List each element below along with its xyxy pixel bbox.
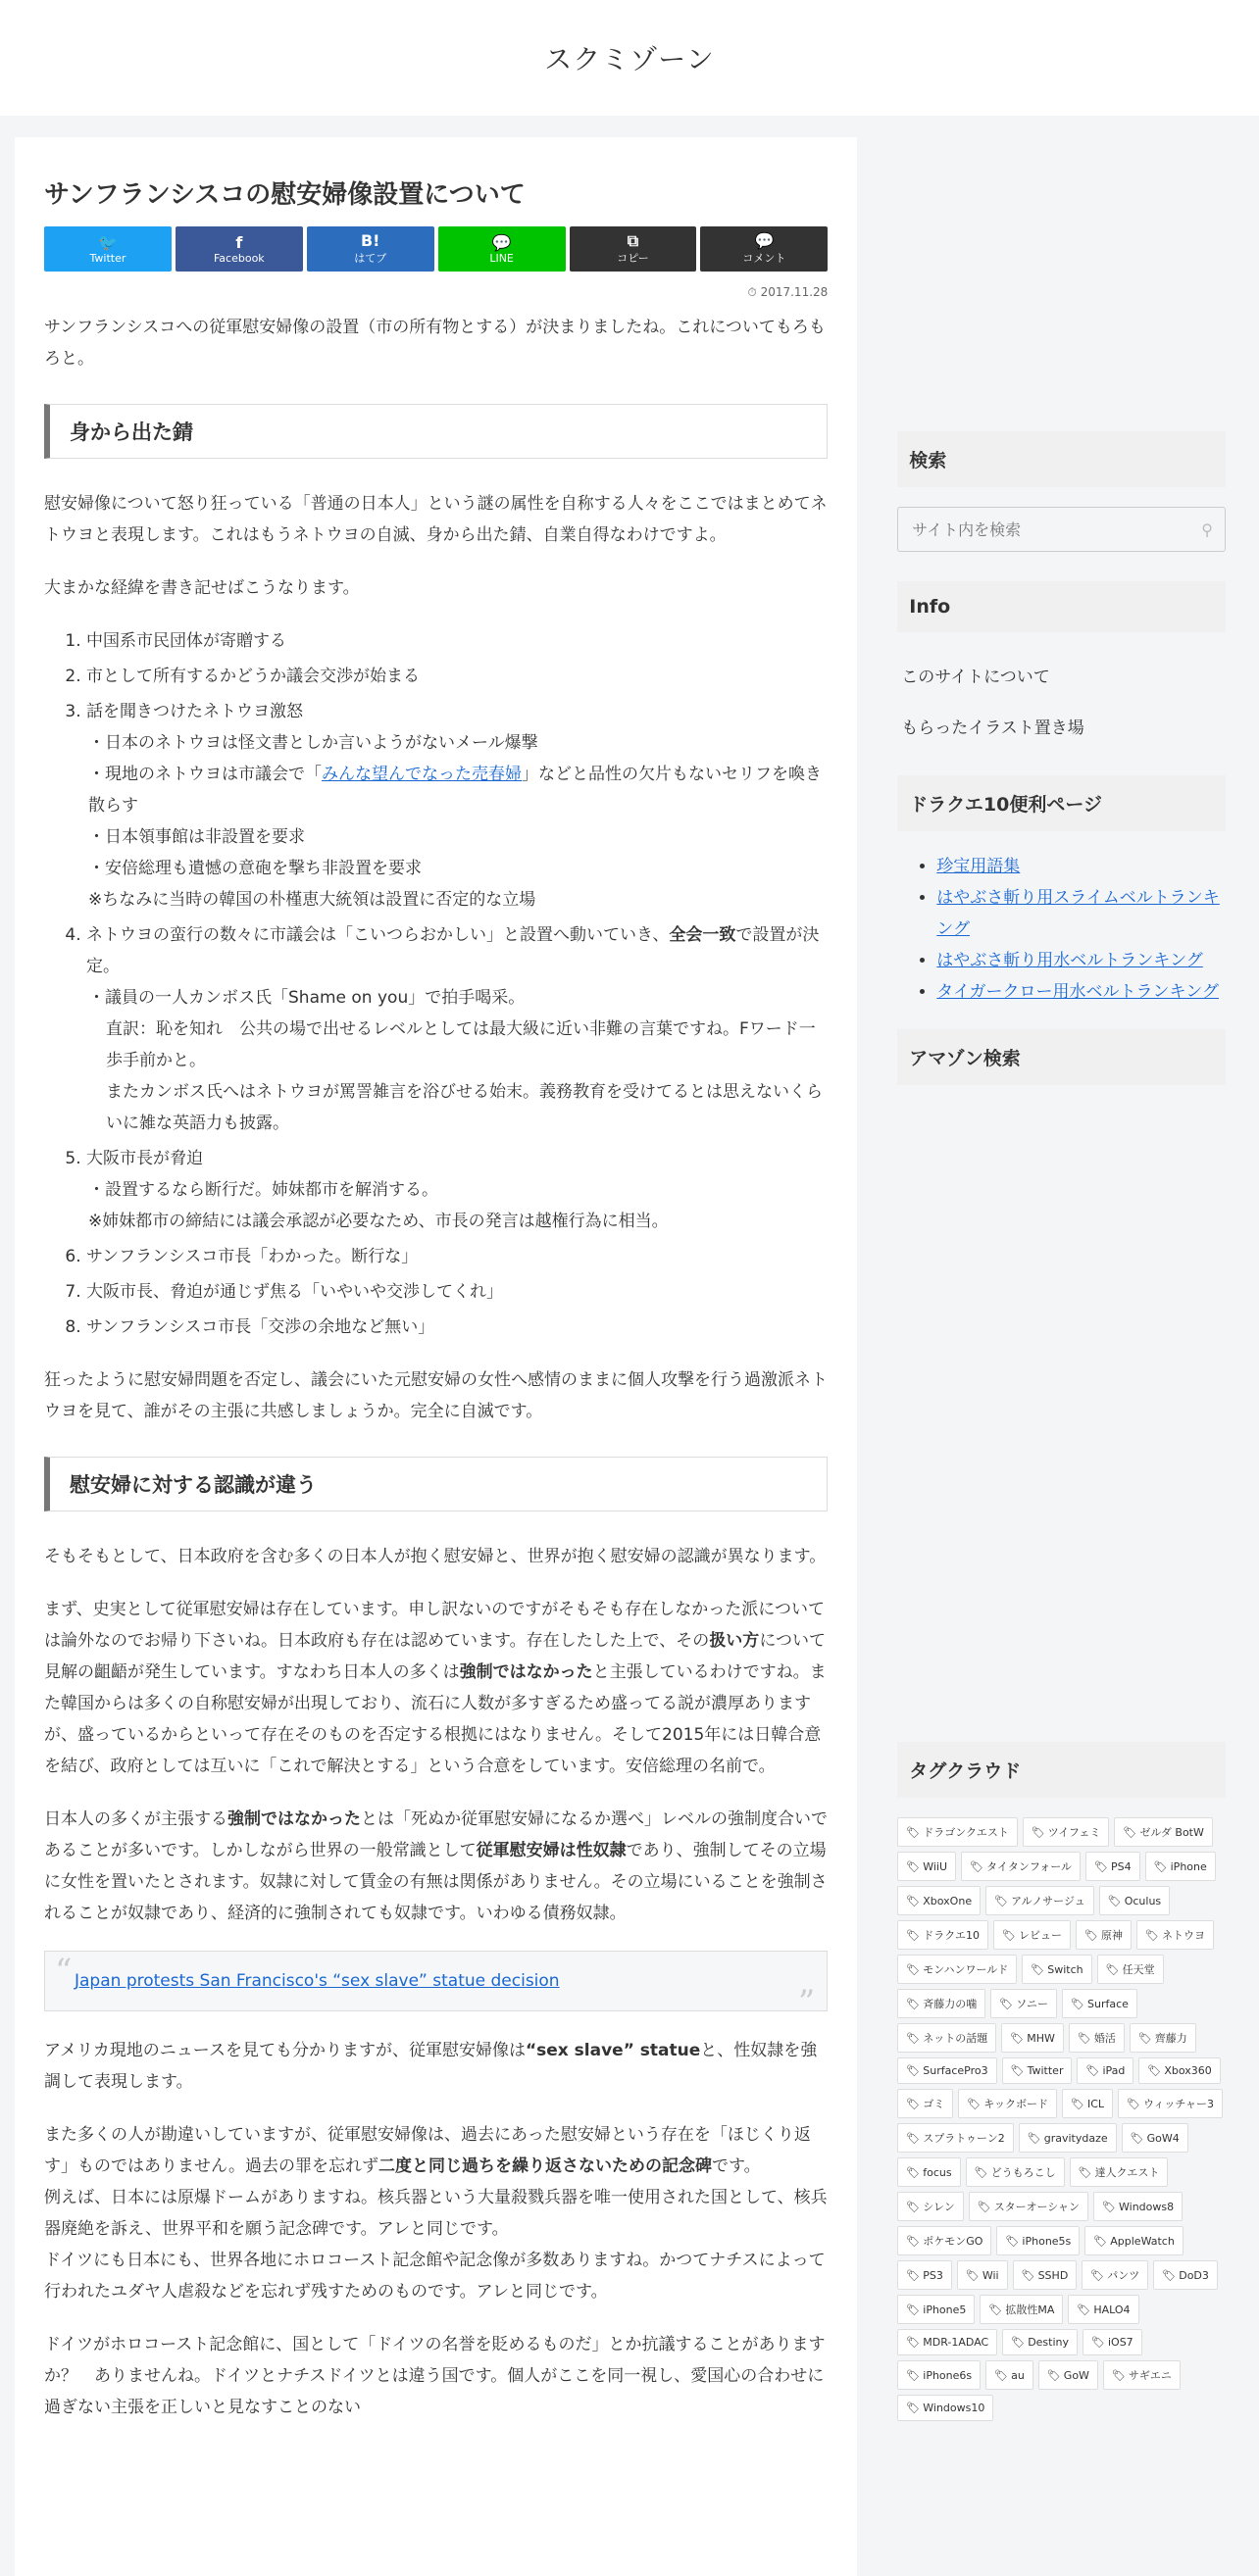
tag-link[interactable]	[897, 1920, 988, 1950]
tag-link[interactable]	[897, 2157, 960, 2187]
tag-label: MDR-1ADAC	[923, 2336, 989, 2349]
list-item: 1. 中国系市民団体が寄贈する	[86, 625, 828, 657]
tag-icon: 🏷	[1147, 2064, 1162, 2077]
tag-label: スターオーシャン	[993, 2201, 1081, 2213]
line-share-button[interactable]	[438, 226, 566, 272]
tag-icon: 🏷	[1021, 2268, 1035, 2282]
tag-icon: 🏷	[1107, 1894, 1122, 1907]
tag-icon: 🏷	[1127, 2097, 1141, 2110]
tag-label: PS4	[1111, 1859, 1132, 1873]
tag-link[interactable]	[1114, 1817, 1213, 1847]
tag-label: Oculus	[1124, 1894, 1162, 1907]
tag-link[interactable]	[957, 2260, 1008, 2290]
tag-label: HALO4	[1093, 2303, 1131, 2316]
tag-icon: 🏷	[1071, 2097, 1084, 2110]
tag-label: Switch	[1047, 1962, 1083, 1976]
tag-label: AppleWatch	[1110, 2234, 1175, 2248]
amazon-widget-space	[897, 1105, 1226, 1742]
twitter-share-button[interactable]	[44, 226, 172, 272]
tag-label: gravitydaze	[1043, 2131, 1108, 2145]
tag-icon: 🏷	[1005, 2234, 1020, 2248]
tag-link[interactable]	[996, 2226, 1080, 2255]
tag-label: ポケモンGO	[923, 2235, 983, 2248]
tag-icon: 🏷	[906, 2303, 921, 2316]
tag-icon: 🏷	[906, 1894, 921, 1907]
tag-label: PS3	[923, 2268, 943, 2282]
tag-label: Windows10	[923, 2402, 985, 2414]
list-item: 8. サンフランシスコ市長「交渉の余地など無い」	[86, 1312, 828, 1343]
tag-label: Windows8	[1119, 2200, 1175, 2213]
tag-link[interactable]	[897, 1886, 981, 1915]
comment-icon: 💬	[754, 231, 775, 250]
tag-label: ICL	[1086, 2097, 1105, 2110]
tag-icon: 🏷	[977, 2200, 991, 2213]
tag-icon: 🏷	[1091, 2336, 1105, 2349]
tag-label: ソニー	[1016, 1998, 1049, 2010]
tag-icon: 🏷	[994, 2368, 1009, 2382]
paragraph: アメリカ現地のニュースを見ても分かりますが、従軍慰安婦像は“sex slave” statueと、性奴隷を強調して表現します。	[44, 2041, 818, 2092]
tag-label: WiiU	[923, 1859, 948, 1873]
tag-label: キックボード	[983, 2098, 1049, 2110]
tag-link[interactable]	[1076, 1920, 1132, 1950]
tag-link[interactable]	[980, 2295, 1063, 2324]
paragraph: 慰安婦像について怒り狂っている「普通の日本人」という謎の属性を自称する人々をここではまとめてネトウヨと表現します。これはもうネトウヨの自滅、身から出た錆、自業自得なわけですよ。	[44, 494, 828, 545]
tag-icon: 🏷	[1010, 2031, 1025, 2045]
tag-label: MHW	[1027, 2031, 1055, 2045]
info-link-illust[interactable]: もらったイラスト置き場	[901, 718, 1084, 738]
tag-link[interactable]	[1062, 1989, 1137, 2018]
tag-label: SSHD	[1037, 2268, 1069, 2282]
tag-link[interactable]	[897, 2057, 996, 2084]
tag-link[interactable]	[1068, 2295, 1138, 2324]
tag-link[interactable]	[1022, 1955, 1091, 1984]
facebook-share-button[interactable]	[176, 226, 303, 272]
share-label: Facebook	[213, 251, 265, 265]
tag-label: サギエニ	[1128, 2369, 1172, 2382]
hatebu-icon: B!	[360, 231, 380, 250]
tag-icon: 🏷	[906, 1997, 921, 2010]
site-title[interactable]: スクミゾーン	[544, 43, 715, 75]
tag-icon: 🏷	[1093, 2234, 1108, 2248]
paragraph: そもそもとして、日本政府を含む多くの日本人が抱く慰安婦と、世界が抱く慰安婦の認識が異なります。	[44, 1547, 827, 1566]
tag-cloud	[897, 1817, 1226, 2421]
paragraph: ドイツがホロコースト記念館に、国として「ドイツの名誉を貶めるものだ」とか抗議することがありますか？ ありませんね。ドイツとナチスドイツとは違う国です。個人がここを同一視し、愛国心の合わせに過ぎない主張を正しいと見なすことのない	[44, 2335, 826, 2417]
tag-label: Twitter	[1027, 2064, 1064, 2077]
article	[15, 137, 857, 2576]
tag-link[interactable]	[1099, 1886, 1170, 1915]
tag-label: 斉藤力の噛	[923, 1998, 978, 2010]
tag-link[interactable]	[1138, 2057, 1220, 2084]
tag-link[interactable]	[897, 1989, 985, 2018]
tag-label: 任天堂	[1122, 1963, 1155, 1976]
tag-label: iPhone5	[923, 2303, 967, 2316]
tag-label: アルノサージュ	[1011, 1895, 1085, 1907]
tag-label: ドラクエ10	[923, 1929, 981, 1942]
copy-share-button[interactable]	[570, 226, 697, 272]
tag-icon: 🏷	[906, 2402, 921, 2414]
tag-icon: 🏷	[1105, 1962, 1120, 1976]
tag-label: SurfacePro3	[923, 2064, 988, 2077]
tag-label: ウィッチャー3	[1143, 2098, 1215, 2110]
tag-icon: 🏷	[906, 2131, 921, 2145]
search-widget-title: 検索	[897, 431, 1226, 487]
tag-icon: 🏷	[1071, 1997, 1084, 2010]
tag-icon: 🏷	[1031, 1962, 1045, 1976]
tag-icon: 🏷	[1002, 1928, 1017, 1942]
twitter-icon: 🐦	[97, 232, 118, 252]
search-box[interactable]	[897, 507, 1226, 552]
tag-link[interactable]	[1145, 1852, 1216, 1881]
tag-link[interactable]	[897, 1852, 956, 1881]
search-icon[interactable]: ⚲	[1201, 520, 1213, 539]
tag-label: パンツ	[1107, 2269, 1140, 2282]
tag-link[interactable]	[1023, 1817, 1110, 1847]
tag-icon: 🏷	[1090, 2268, 1105, 2282]
share-label: LINE	[489, 251, 514, 265]
list-item: 3. 話を聞きつけたネトウヨ激怒 ・日本のネトウヨは怪文書としか言いようがないメール爆撃 ・現地のネトウヨは市議会で「みんな望んでなった売春婦」などと品性の欠片もないセリフを喚き散らす ・日本領事館は非設置を要求 ・安倍総理も遺憾の意砲を撃ち非設置を要求 ※ちなみに当時の韓国の朴槿恵大統領は設置に否定的な立場	[86, 696, 828, 916]
inline-link[interactable]: みんな望んでなった売春婦	[322, 765, 522, 784]
tag-label: ゼルダ BotW	[1139, 1826, 1204, 1839]
facebook-icon: f	[235, 232, 243, 252]
tag-link[interactable]	[1136, 1920, 1214, 1950]
tag-label: iPhone5s	[1022, 2234, 1072, 2248]
tag-link[interactable]	[985, 2360, 1033, 2390]
tag-link[interactable]	[1153, 2260, 1218, 2290]
tag-icon: 🏷	[906, 1928, 921, 1942]
tag-link[interactable]	[897, 2260, 952, 2290]
tag-icon: 🏷	[1162, 2268, 1177, 2282]
tag-link[interactable]	[966, 2157, 1065, 2187]
tag-link[interactable]	[1093, 2192, 1183, 2221]
tag-icon: 🏷	[906, 2165, 921, 2179]
tag-link[interactable]	[897, 2123, 1013, 2153]
tag-link[interactable]	[897, 2023, 996, 2053]
tag-icon: 🏷	[906, 2064, 921, 2077]
tag-link[interactable]	[1085, 1852, 1140, 1881]
tag-link[interactable]	[1118, 2089, 1223, 2118]
tag-icon: 🏷	[999, 1997, 1014, 2010]
dq-link[interactable]: タイガークロー用水ベルトランキング	[936, 982, 1219, 1002]
section-heading: 慰安婦に対する認識が違う	[44, 1457, 828, 1511]
tag-link[interactable]	[1038, 2360, 1098, 2390]
dq-link[interactable]: はやぶさ斬り用水ベルトランキング	[936, 951, 1203, 970]
tag-label: XboxOne	[923, 1894, 973, 1907]
tag-icon: 🏷	[994, 1894, 1009, 1907]
info-widget-title: Info	[897, 581, 1226, 632]
tag-icon: 🏷	[970, 1859, 984, 1873]
tag-icon: 🏷	[1094, 1859, 1109, 1873]
tag-icon: 🏷	[1031, 1825, 1045, 1839]
tag-label: モンハンワールド	[923, 1963, 1009, 1976]
tag-icon: 🏷	[906, 2368, 921, 2382]
tag-label: iPad	[1102, 2064, 1126, 2077]
list-item: 6. サンフランシスコ市長「わかった。断行な」	[86, 1241, 828, 1272]
dq-widget-title: ドラクエ10便利ページ	[897, 775, 1226, 831]
article-title: サンフランシスコの慰安婦像設置について	[44, 180, 526, 210]
tag-icon: 🏷	[906, 2031, 921, 2045]
tag-icon: 🏷	[1084, 1928, 1098, 1942]
tag-icon: 🏷	[1111, 2368, 1126, 2382]
clock-icon: ⏱	[747, 285, 757, 299]
tag-link[interactable]	[958, 2089, 1057, 2118]
tag-label: 婚活	[1093, 2032, 1116, 2045]
tag-icon: 🏷	[906, 2097, 921, 2110]
close-quote-icon: ”	[797, 1983, 816, 2022]
tag-icon: 🏷	[906, 1859, 921, 1873]
tag-link[interactable]	[1130, 2023, 1196, 2053]
tag-link[interactable]	[1082, 2260, 1148, 2290]
tag-link[interactable]	[1097, 1955, 1164, 1984]
tag-label: ツイフェミ	[1047, 1826, 1101, 1839]
tag-label: スプラトゥーン2	[923, 2132, 1005, 2145]
section-heading: 身から出た錆	[44, 404, 828, 459]
tag-link[interactable]	[961, 1852, 1081, 1881]
dq-link[interactable]: はやぶさ斬り用スライムベルトランキング	[936, 888, 1220, 939]
tag-icon: 🏷	[906, 2268, 921, 2282]
paragraph: 大まかな経緯を書き記せばこうなります。	[44, 578, 360, 598]
share-label: コメント	[742, 252, 786, 265]
tag-label: Wii	[982, 2268, 999, 2282]
tag-label: 拡散性MA	[1005, 2304, 1055, 2316]
tag-icon: 🏷	[974, 2165, 988, 2179]
tag-link[interactable]	[897, 2395, 993, 2421]
tag-label: au	[1011, 2368, 1025, 2382]
tag-icon: 🏷	[906, 1825, 921, 1839]
share-label: Twitter	[89, 251, 126, 265]
tag-icon: 🏷	[906, 1962, 921, 1976]
tag-link[interactable]	[990, 1989, 1057, 2018]
intro-paragraph: サンフランシスコへの従軍慰安婦像の設置（市の所有物とする）が決まりましたね。これについてもろもろと。	[44, 318, 826, 369]
tag-label: focus	[923, 2165, 952, 2179]
open-quote-icon: “	[55, 1952, 73, 1991]
paragraph: また多くの人が勘違いしていますが、従軍慰安婦像は、過去にあった慰安婦という存在を「ほじくり返す」ものではありません。過去の罪を忘れず二度と同じ過ちを繰り返さないための記念碑です。 例えば、日本には原爆ドームがありますね。核兵器という大量殺戮兵器を唯一使用された国として、核兵器廃絶を訴え、世界平和を願う記念碑です。アレと同じです。 ドイツにも日本にも、世界各地にホロコースト記念館や記念像が多数ありますね。かつてナチスによって行われたユダヤ人虐殺などを忘れず残すためのものです。アレと同じです。	[44, 2125, 828, 2302]
info-link-about[interactable]: このサイトについて	[901, 668, 1050, 687]
tag-icon: 🏷	[965, 2268, 980, 2282]
timeline-list	[44, 625, 828, 1343]
tag-link[interactable]	[1019, 2123, 1117, 2153]
tag-label: 達人クエスト	[1094, 2166, 1160, 2179]
tag-label: どうもろこし	[990, 2166, 1056, 2179]
tag-label: Destiny	[1028, 2336, 1070, 2349]
dq-link-list	[897, 851, 1226, 1008]
tag-link[interactable]	[897, 2329, 997, 2355]
tag-label: Surface	[1086, 1997, 1129, 2010]
tag-label: タイタンフォール	[986, 1860, 1073, 1873]
tag-link[interactable]	[897, 1955, 1017, 1984]
tag-label: シレン	[923, 2201, 955, 2213]
site-header	[0, 0, 1259, 116]
tag-icon: 🏷	[906, 2336, 921, 2349]
tag-link[interactable]	[993, 1920, 1071, 1950]
tag-icon: 🏷	[1130, 2131, 1144, 2145]
tag-link[interactable]	[897, 2226, 991, 2255]
hatebu-share-button[interactable]	[307, 226, 434, 272]
tag-icon: 🏷	[1137, 2031, 1152, 2045]
comment-share-button[interactable]	[700, 226, 828, 272]
list-item: 7. 大阪市長、脅迫が通じず焦る「いやいや交渉してくれ」	[86, 1276, 828, 1308]
tag-icon: 🏷	[1010, 2064, 1025, 2077]
tag-label: ドラゴンクエスト	[923, 1826, 1009, 1839]
tag-icon: 🏷	[1153, 1859, 1168, 1873]
blockquote	[44, 1951, 828, 2022]
tag-label: iPhone	[1170, 1859, 1207, 1873]
paragraph: まず、史実として従軍慰安婦は存在しています。申し訳ないのですがそもそも存在しなかった派については論外なのでお帰り下さいね。日本政府も存在は認めています。存在したした上で、その扱い方について見解の齟齬が発生しています。すなわち日本人の多くは強制ではなかったと主張しているわけですね。また韓国からは多くの自称慰安婦が出現しており、流石に人数が多すぎるため盛ってる説が濃厚ありますが、盛っているからといって存在そのものを否定する根拠にはなりません。そして2015年には日韓合意を結び、政府としては互いに「これで解決とする」という合意をしています。安倍総理の名前で。	[44, 1600, 827, 1776]
tag-link[interactable]	[1122, 2123, 1188, 2153]
tag-link[interactable]	[1013, 2260, 1078, 2290]
tag-label: DoD3	[1179, 2268, 1209, 2282]
tag-label: レビュー	[1019, 1929, 1063, 1942]
tag-link[interactable]	[1077, 2057, 1133, 2084]
post-date: ⏱ 2017.11.28	[747, 285, 829, 299]
tag-icon: 🏷	[988, 2303, 1003, 2316]
list-item: 5. 大阪市長が脅迫 ・設置するなら断行だ。姉妹都市を解消する。 ※姉妹都市の締結には議会承認が必要なため、市長の発言は越権行為に相当。	[86, 1143, 828, 1237]
tag-label: GoW4	[1146, 2131, 1180, 2145]
sidebar	[897, 137, 1226, 2576]
tag-label: ネトウヨ	[1161, 1929, 1205, 1942]
tag-icon: 🏷	[1077, 2031, 1091, 2045]
sidebar-ad-space	[897, 137, 1226, 431]
tag-link[interactable]	[897, 2089, 953, 2118]
tag-icon: 🏷	[1085, 2064, 1100, 2077]
tag-link[interactable]	[1083, 2329, 1142, 2355]
tag-link[interactable]	[1002, 2057, 1073, 2084]
tag-icon: 🏷	[1011, 2336, 1026, 2349]
tag-link[interactable]	[897, 2295, 975, 2324]
copy-icon: ⧉	[627, 231, 639, 250]
tag-link[interactable]	[897, 2192, 963, 2221]
tag-link[interactable]	[1103, 2360, 1181, 2390]
tag-link[interactable]	[1062, 2089, 1113, 2118]
tag-label: ネットの話題	[923, 2032, 988, 2045]
tag-link[interactable]	[897, 1817, 1018, 1847]
tag-link[interactable]	[969, 2192, 1088, 2221]
tag-icon: 🏷	[967, 2097, 982, 2110]
dq-link[interactable]: 珍宝用語集	[936, 857, 1021, 876]
tag-link[interactable]	[1002, 2329, 1078, 2355]
amazon-widget-title: アマゾン検索	[897, 1029, 1226, 1085]
tag-label: ゴミ	[923, 2098, 945, 2110]
tag-icon: 🏷	[1077, 2303, 1091, 2316]
share-label: コピー	[617, 252, 649, 265]
line-icon: 💬	[491, 232, 512, 252]
tag-label: GoW	[1063, 2368, 1089, 2382]
tag-label: 原神	[1100, 1929, 1123, 1942]
list-item: 4. ネトウヨの蛮行の数々に市議会は「こいつらおかしい」と設置へ動いていき、全会一致で設置が決定。 ・議員の一人カンボス氏「Shame on you」で拍手喝采。 直訳：恥を知れ 公共の場で出せるレベルとしては最大級に近い非難の言葉ですね。Fワード一歩手前かと。 またカンボス氏へはネトウヨが罵詈雑言を浴びせる始末。義務教育を受けてるとは思えないくらいに雑な英語力も披露。	[86, 919, 828, 1139]
tag-link[interactable]	[1069, 2023, 1125, 2053]
quote-link[interactable]: Japan protests San Francisco's “sex slave” statue decision	[75, 1971, 560, 1991]
tag-link[interactable]	[1001, 2023, 1064, 2053]
tag-link[interactable]	[897, 2360, 981, 2390]
tag-label: Xbox360	[1164, 2064, 1212, 2077]
sns-share-buttons	[44, 226, 828, 272]
paragraph: 狂ったように慰安婦問題を否定し、議会にいた元慰安婦の女性へ感情のままに個人攻撃を行う過激派ネトウヨを見て、誰がその主張に共感しましょうか。完全に自滅です。	[44, 1370, 828, 1421]
share-label: はてブ	[354, 252, 387, 265]
tag-icon: 🏷	[1144, 1928, 1159, 1942]
tag-label: iPhone6s	[923, 2368, 973, 2382]
tag-icon: 🏷	[1046, 2368, 1061, 2382]
search-input[interactable]	[910, 520, 1201, 540]
tag-icon: 🏷	[906, 2234, 921, 2248]
tag-link[interactable]	[1084, 2226, 1183, 2255]
tag-cloud-title: タグクラウド	[897, 1742, 1226, 1798]
list-item: 2. 市として所有するかどうか議会交渉が始まる	[86, 661, 828, 692]
tag-icon: 🏷	[1027, 2131, 1041, 2145]
paragraph: 日本人の多くが主張する強制ではなかったとは「死ぬか従軍慰安婦になるか選べ」レベルの強制度合いであることが多いです。しかしながら世界の一般常識として従軍慰安婦は性奴隷であり、強制してその立場に女性を置いたとされます。奴隷に対して賃金の有無は関係がありません。その立場にいることを強制されることが奴隷であり、経済的に強制されても奴隷です。いわゆる債務奴隷。	[44, 1809, 828, 1923]
tag-icon: 🏷	[906, 2200, 921, 2213]
tag-link[interactable]	[1070, 2157, 1169, 2187]
tag-icon: 🏷	[1102, 2200, 1116, 2213]
tag-icon: 🏷	[1123, 1825, 1137, 1839]
tag-icon: 🏷	[1078, 2165, 1092, 2179]
tag-link[interactable]	[985, 1886, 1094, 1915]
tag-label: iOS7	[1107, 2336, 1133, 2349]
tag-label: 齊藤力	[1154, 2032, 1187, 2045]
